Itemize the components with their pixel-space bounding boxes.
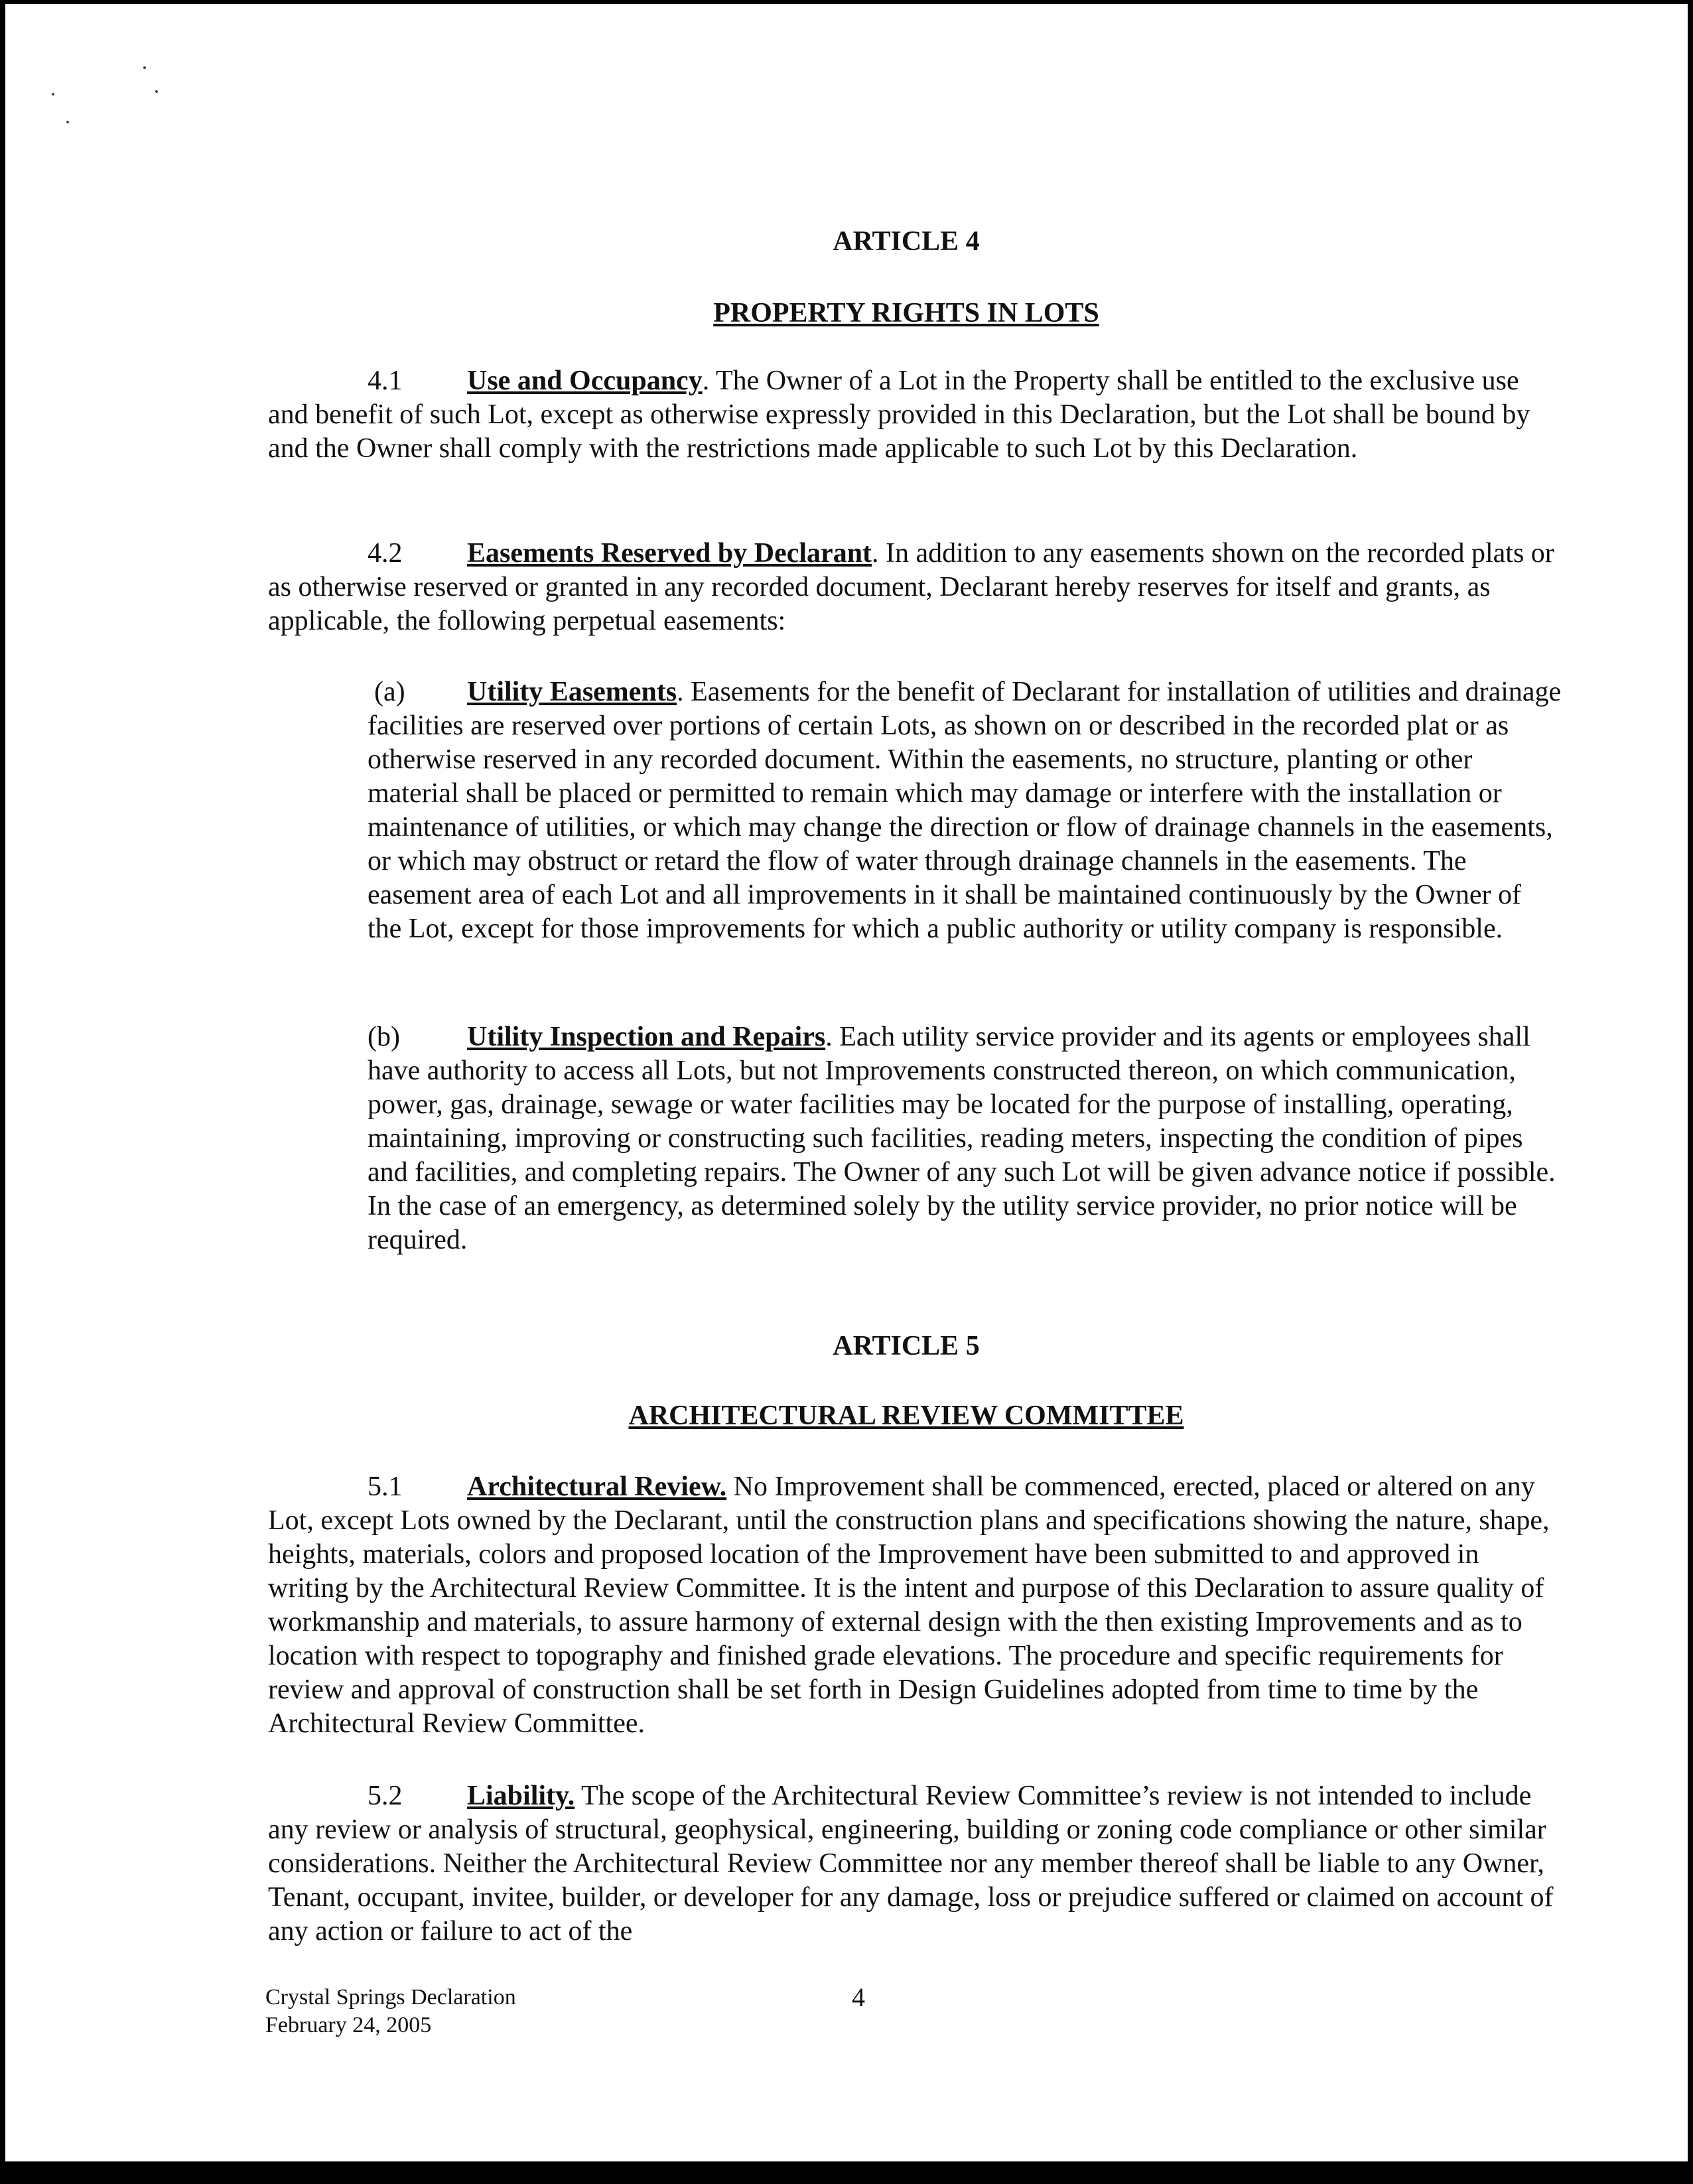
- subsection-a: [368, 675, 1562, 946]
- scan-speck: [155, 90, 158, 93]
- section-title: Architectural Review.: [467, 1471, 727, 1502]
- article-5-heading: ARTICLE 5: [833, 1331, 980, 1361]
- section-title: Easements Reserved by Declarant: [467, 538, 872, 569]
- subsection-title: Utility Easements: [467, 677, 677, 707]
- section-body: . In addition to any easements shown on the recorded plats or as otherwise reserved or granted in any recorded document, Declarant hereby reserves for itself and grants, as applicable, the following perpetual easements:: [268, 538, 1554, 636]
- section-5-2: [268, 1779, 1562, 1948]
- section-5-1: [268, 1470, 1562, 1741]
- section-body: No Improvement shall be commenced, erected, placed or altered on any Lot, except Lots owned by the Declarant, until the construction plans and specifications showing the nature, shape, heights, materials, colors and proposed location of the Improvement have been submitted to and approved in writing by the Architectural Review Committee. It is the intent and purpose of this Declaration to assure quality of workmanship and materials, to assure harmony of external design with the then existing Improvements and as to location with respect to topography and finished grade elevations. The procedure and specific requirements for review and approval of construction shall be set forth in Design Guidelines adopted from time to time by the Architectural Review Committee.: [268, 1471, 1550, 1739]
- subsection-number: (b): [368, 1022, 400, 1052]
- section-title: Liability.: [467, 1781, 575, 1811]
- subsection-body: . Easements for the benefit of Declarant for installation of utilities and drainage facilities are reserved over portions of certain Lots, as shown on or described in the recorded plat or as otherwise reserved in any recorded document. Within the easements, no structure, planting or other material shall be placed or permitted to remain which may damage or interfere with the installation or maintenance of utilities, or which may change the direction or flow of drainage channels in the easements, or which may obstruct or retard the flow of water through drainage channels in the easements. The easement area of each Lot and all improvements in it shall be maintained continuously by the Owner of the Lot, except for those improvements for which a public authority or utility company is responsible.: [368, 677, 1562, 944]
- scan-speck: [52, 93, 54, 96]
- article-4-heading: ARTICLE 4: [833, 226, 980, 257]
- footer-document-info: [265, 1984, 516, 2039]
- scan-speck: [66, 121, 69, 123]
- document-page: [5, 4, 1688, 2161]
- footer-date: February 24, 2005: [265, 2013, 432, 2037]
- footer-doc-name: Crystal Springs Declaration: [265, 1985, 516, 2010]
- section-4-1: [268, 364, 1562, 466]
- section-number: 5.2: [368, 1781, 403, 1811]
- article-5-subheading: ARCHITECTURAL REVIEW COMMITTEE: [628, 1400, 1184, 1431]
- subsection-body: . Each utility service provider and its agents or employees shall have authority to access all Lots, but not Improvements constructed thereon, on which communication, power, gas, drainage, sewage or water facilities may be located for the purpose of installing, operating, maintaining, improving or constructing such facilities, reading meters, inspecting the condition of pipes and facilities, and completing repairs. The Owner of any such Lot will be given advance notice if possible. In the case of an emergency, as determined solely by the utility service provider, no prior notice will be required.: [368, 1022, 1556, 1255]
- section-body: The scope of the Architectural Review Committee’s review is not intended to include any review or analysis of structural, geophysical, engineering, building or zoning code compliance or other similar considerations. Neither the Architectural Review Committee nor any member thereof shall be liable to any Owner, Tenant, occupant, invitee, builder, or developer for any damage, loss or prejudice suffered or claimed on account of any action or failure to act of the: [268, 1781, 1554, 1946]
- subsection-b: [368, 1020, 1562, 1257]
- section-body: . The Owner of a Lot in the Property shall be entitled to the exclusive use and benefit of such Lot, except as otherwise expressly provided in this Declaration, but the Lot shall be bound by and the Owner shall comply with the restrictions made applicable to such Lot by this Declaration.: [268, 366, 1530, 464]
- article-4-subheading: PROPERTY RIGHTS IN LOTS: [713, 298, 1099, 328]
- subsection-title: Utility Inspection and Repairs: [467, 1022, 826, 1052]
- section-4-2: [268, 537, 1562, 638]
- page-number: 4: [852, 1982, 865, 2012]
- subsection-number: (a): [374, 677, 405, 707]
- section-number: 4.2: [368, 538, 403, 569]
- section-title: Use and Occupancy: [467, 366, 703, 396]
- scan-speck: [143, 66, 146, 69]
- section-number: 4.1: [368, 366, 403, 396]
- section-number: 5.1: [368, 1471, 403, 1502]
